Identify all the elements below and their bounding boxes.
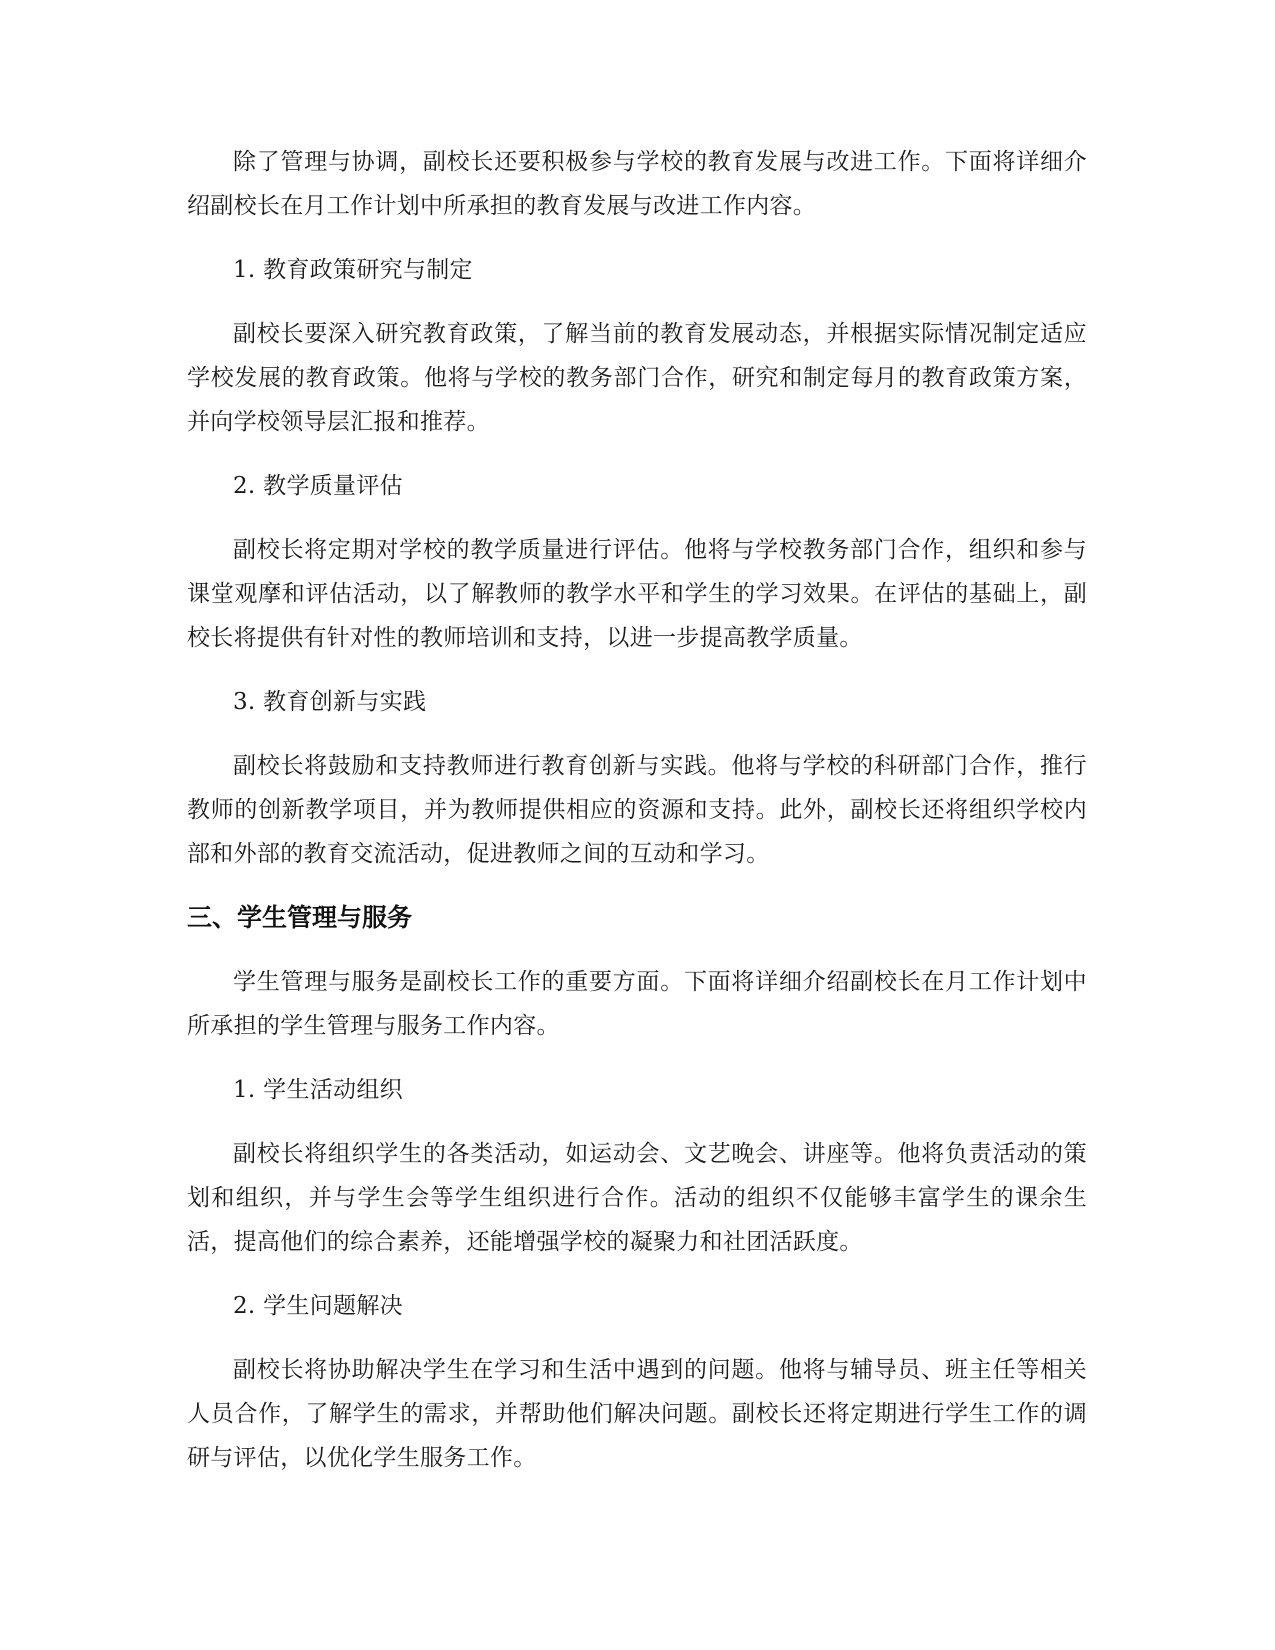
item-title-education-innovation: 3. 教育创新与实践 [233,689,427,715]
item-title-teaching-quality: 2. 教学质量评估 [233,473,403,499]
item-title-student-problems: 2. 学生问题解决 [233,1293,403,1319]
item-body-student-problems: 副校长将协助解决学生在学习和生活中遇到的问题。他将与辅导员、班主任等相关人员合作，了解学生的需求，并帮助他们解决问题。副校长还将定期进行学生工作的调研与评估，以优化学生服务工作。 [187,1357,1087,1471]
intro-paragraph: 除了管理与协调，副校长还要积极参与学校的教育发展与改进工作。下面将详细介绍副校长在月工作计划中所承担的教育发展与改进工作内容。 [187,149,1087,219]
item-title-student-activities: 1. 学生活动组织 [233,1077,403,1103]
item-body-policy-research: 副校长要深入研究教育政策，了解当前的教育发展动态，并根据实际情况制定适应学校发展的教育政策。他将与学校的教务部门合作，研究和制定每月的教育政策方案，并向学校领导层汇报和推荐。 [187,321,1087,435]
page-content [187,140,1087,1500]
item-body-teaching-quality: 副校长将定期对学校的教学质量进行评估。他将与学校教务部门合作，组织和参与课堂观摩和评估活动，以了解教师的教学水平和学生的学习效果。在评估的基础上，副校长将提供有针对性的教师培训和支持，以进一步提高教学质量。 [187,537,1087,651]
item-title-policy-research: 1. 教育政策研究与制定 [233,257,473,283]
section-heading-student-management: 三、学生管理与服务 [187,903,413,932]
item-body-education-innovation: 副校长将鼓励和支持教师进行教育创新与实践。他将与学校的科研部门合作，推行教师的创新教学项目，并为教师提供相应的资源和支持。此外，副校长还将组织学校内部和外部的教育交流活动，促进教师之间的互动和学习。 [187,753,1087,867]
section-intro-student-management: 学生管理与服务是副校长工作的重要方面。下面将详细介绍副校长在月工作计划中所承担的学生管理与服务工作内容。 [187,969,1087,1039]
item-body-student-activities: 副校长将组织学生的各类活动，如运动会、文艺晚会、讲座等。他将负责活动的策划和组织，并与学生会等学生组织进行合作。活动的组织不仅能够丰富学生的课余生活，提高他们的综合素养，还能增强学校的凝聚力和社团活跃度。 [187,1141,1087,1255]
